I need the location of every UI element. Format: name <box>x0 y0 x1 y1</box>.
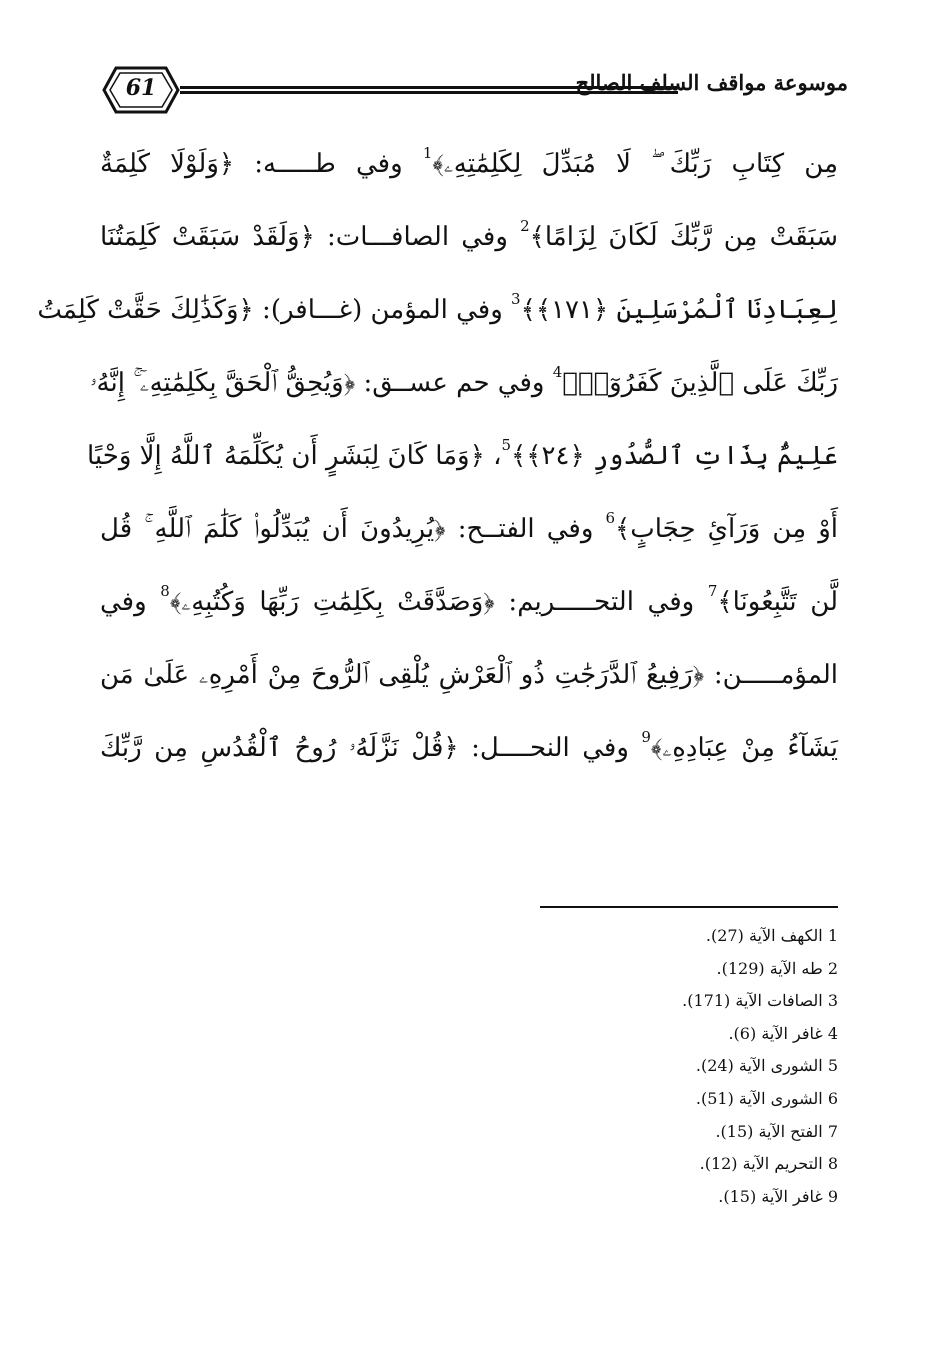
footnote-ref: 2 <box>520 217 530 236</box>
footnote-ref: 8 <box>160 582 170 601</box>
text-line <box>87 420 838 493</box>
running-title: موسوعة مواقف السلف الصالح <box>575 70 848 95</box>
footnote-item: 8 التحريم الآية (12). <box>699 1154 838 1174</box>
text-line-part: المؤمـــــن: ﴿رَفِيعُ ٱلدَّرَجَٰتِ ذُو ٱلْعَرْشِ يُلْقِى ٱلرُّوحَ مِنْ أَمْرِهِۦ عَلَىٰ مَن <box>100 660 838 690</box>
footnote-separator <box>540 906 838 908</box>
text-line-part: رَبِّكَ عَلَى ٱلَّذِينَ كَفَرُوٓا۟﴾$^4$ وفي حم عســق: ﴿وَيُحِقُّ ٱلْحَقَّ بِكَلِمَٰتِهِۦٓ ۚ إِنَّهُۥ <box>90 363 838 398</box>
text-line <box>100 712 838 785</box>
footnote-ref: 6 <box>605 509 616 528</box>
text-line-part: سَبَقَتْ مِن رَّبِّكَ لَكَانَ لِزَامًا﴾$^2$ وفي الصافـــات: ﴿وَلَقَدْ سَبَقَتْ كَلِمَتُنَا <box>100 217 838 252</box>
footnote-item: 9 غافر الآية (15). <box>718 1186 838 1206</box>
footnote-ref: 3 <box>511 290 521 309</box>
footnote-item: 6 الشورى الآية (51). <box>695 1088 838 1108</box>
text-line-part: عَلِيمٌۢ بِذَاتِ ٱلصُّدُورِ ﴿٢٤﴾﴾$^5$، ﴿وَمَا كَانَ لِبَشَرٍ أَن يُكَلِّمَهُ ٱللَّهُ إِلَّا وَحْيًا <box>87 436 838 471</box>
text-line <box>100 493 838 566</box>
text-line <box>37 274 838 347</box>
text-line <box>100 128 838 201</box>
text-line-part: أَوْ مِن وَرَآئِ حِجَابٍ﴾$^6$ وفي الفتــح: ﴿يُرِيدُونَ أَن يُبَدِّلُوا۟ كَلَٰمَ ٱللَّهِ ۚ قُل <box>100 509 839 544</box>
page-number: 61 <box>125 75 157 101</box>
text-line <box>90 347 838 420</box>
text-line-part: يَشَآءُ مِنْ عِبَادِهِۦ﴾$^9$ وفي النحــــل: ﴿قُلْ نَزَّلَهُۥ رُوحُ ٱلْقُدُسِ مِن رَّبِّكَ <box>100 728 838 763</box>
footnote-item: 5 الشورى الآية (24). <box>695 1056 838 1076</box>
footnote-item: 4 غافر الآية (6). <box>728 1023 838 1043</box>
footnote-item: 1 الكهف الآية (27). <box>705 926 838 945</box>
page-number-badge <box>102 62 180 118</box>
footnote-ref: 4 <box>552 363 563 382</box>
text-line-part: لَّن تَتَّبِعُونَا﴾$^7$ وفي التحـــــريم: ﴿وَصَدَّقَتْ بِكَلِمَٰتِ رَبِّهَا وَكُتُبِهِۦ﴾$^8$ وفي <box>100 582 838 617</box>
text-line-part: لِعِبَادِنَا ٱلْمُرْسَلِينَ ﴿١٧١﴾﴾$^3$ وفي المؤمن (غـــافر): ﴿وَكَذَٰلِكَ حَقَّتْ كَلِمَتُ <box>37 290 838 325</box>
footnote-item: 3 الصافات الآية (171). <box>682 991 838 1011</box>
footnote-ref: 1 <box>422 144 433 163</box>
footnote-ref: 9 <box>641 728 651 747</box>
footnote-ref: 5 <box>501 436 512 455</box>
footnotes-list <box>540 920 838 1213</box>
page-header <box>96 58 848 124</box>
main-text <box>37 128 839 785</box>
text-line <box>100 639 838 712</box>
text-line <box>100 201 838 274</box>
footnote-item: 2 طه الآية (129). <box>716 958 838 978</box>
text-line <box>100 566 838 639</box>
footnote-ref: 7 <box>707 582 718 601</box>
footnote-item: 7 الفتح الآية (15). <box>715 1121 838 1141</box>
text-line-part: مِن كِتَابِ رَبِّكَ ۖ لَا مُبَدِّلَ لِكَلِمَٰتِهِۦ﴾$^1$ وفي طـــــه: ﴿وَلَوْلَا كَلِمَةٌ <box>100 144 838 179</box>
